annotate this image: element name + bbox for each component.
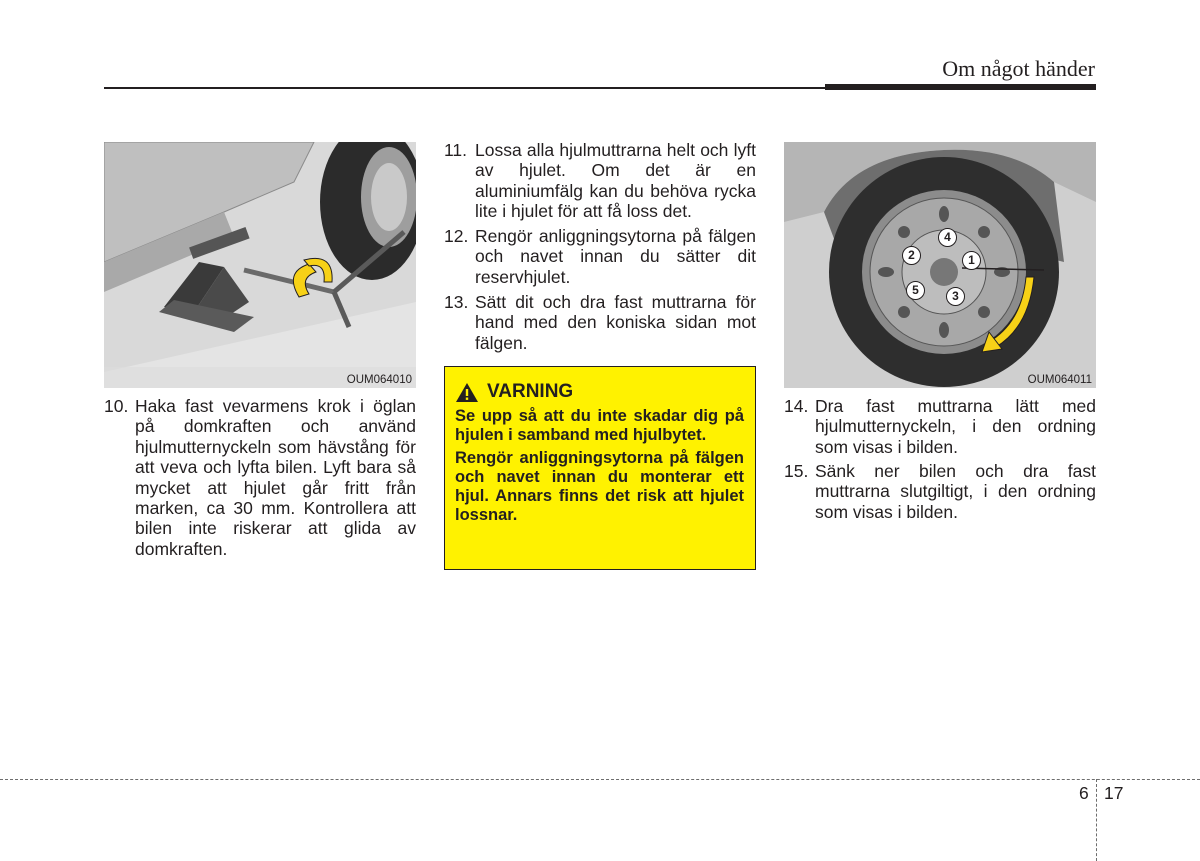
nut-order-label: 2: [902, 246, 921, 265]
header-rule-thick: [825, 84, 1096, 90]
step-number: 12.: [444, 226, 469, 246]
jack-drawing: [104, 142, 416, 388]
header-rule: [104, 87, 826, 89]
chapter-number: 6: [1079, 783, 1089, 803]
step-number: 15.: [784, 461, 809, 481]
nut-order-label: 3: [946, 287, 965, 306]
warning-box: [444, 366, 756, 570]
warning-title: VARNING: [487, 381, 574, 402]
instruction-step: [784, 396, 1096, 457]
wheel-drawing: [784, 142, 1096, 388]
step-text: Sänk ner bilen och dra fast muttrarna slutgiltigt, i den ordning som visas i bilden.: [815, 461, 1096, 522]
step-text: Rengör anliggningsytorna på fälgen och navet innan du sätter dit reservhjulet.: [475, 226, 756, 287]
instruction-step: [104, 396, 416, 559]
figure-caption: OUM064011: [1027, 374, 1092, 386]
step-text: Dra fast muttrarna lätt med hjulmutternyckeln, i den ordning som visas i bilden.: [815, 396, 1096, 457]
figure-caption: OUM064010: [346, 374, 412, 386]
warning-paragraph: Rengör anliggningsytorna på fälgen och navet innan du monterar ett hjul. Annars finns det risk att hjulet lossnar.: [455, 449, 744, 524]
instruction-step: [444, 292, 756, 353]
step-number: 10.: [104, 396, 129, 416]
step-number: 13.: [444, 292, 469, 312]
jack-illustration: [104, 142, 416, 388]
running-header-title: Om något händer: [942, 56, 1095, 81]
step-number: 11.: [444, 140, 468, 160]
step-text: Lossa alla hjulmuttrarna helt och lyft av hjulet. Om det är en aluminiumfälg kan du behöva rycka lite i hjulet för att få loss det.: [475, 140, 756, 222]
step-text: Haka fast vevarmens krok i öglan på domkraften och använd hjulmutternyckeln som hävstång för att veva och lyfta bilen. Lyft bara så mycket att hjulet går fritt från marken, ca 30 mm. Kontrollera att bilen inte riskerar att glida av domkraften.: [135, 396, 416, 559]
warning-paragraph: Se upp så att du inte skadar dig på hjulen i samband med hjulbytet.: [455, 407, 744, 444]
footer-divider: [0, 779, 1200, 780]
nut-order-label: 5: [906, 281, 925, 300]
instruction-step: [444, 140, 756, 222]
step-number: 14.: [784, 396, 809, 416]
page-number: 17: [1104, 783, 1124, 803]
nut-order-label: 4: [938, 228, 957, 247]
footer-separator: [1096, 779, 1097, 861]
nut-order-label: 1: [962, 251, 981, 270]
warning-triangle-icon: [455, 382, 479, 403]
instruction-step: [784, 461, 1096, 522]
wheel-nut-order-illustration: [784, 142, 1096, 388]
instruction-step: [444, 226, 756, 287]
step-text: Sätt dit och dra fast muttrarna för hand med den koniska sidan mot fälgen.: [475, 292, 756, 353]
warning-header: [455, 381, 744, 403]
